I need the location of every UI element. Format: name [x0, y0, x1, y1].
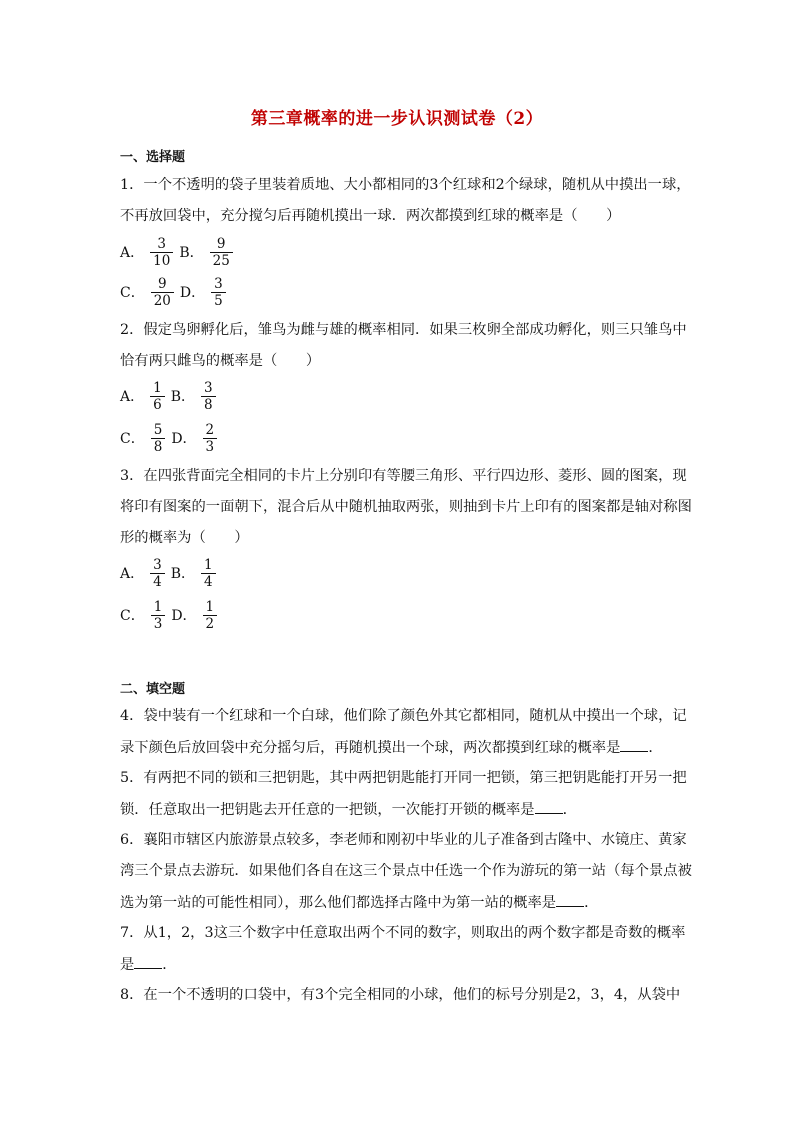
option-fraction: [151, 599, 166, 632]
option-label: A．: [120, 389, 145, 405]
numerator: 2: [205, 421, 215, 438]
question-3-options-row-2: [120, 595, 223, 635]
answer-blank[interactable]: [134, 954, 162, 969]
question-3-line-2: 将印有图案的一面朝下，混合后从中随机抽取两张，则抽到卡片上印有的图案都是轴对称图: [120, 499, 692, 515]
numerator: 3: [214, 275, 223, 292]
numerator: 3: [157, 235, 167, 252]
denominator: 8: [153, 438, 163, 455]
denominator: 25: [212, 252, 230, 269]
option-label: D．: [171, 608, 197, 624]
option-label: C．: [120, 285, 145, 301]
option-fraction: [201, 380, 216, 413]
option-label: D．: [171, 431, 197, 447]
question-4-text: 录下颜色后放回袋中充分摇匀后，再随机摸出一个球，两次都摸到红球的概率是: [120, 740, 621, 756]
period: ．: [584, 895, 599, 911]
question-6-line-1: 6．襄阳市辖区内旅游景点较多，李老师和刚初中毕业的儿子准备到古隆中、水镜庄、黄家: [120, 832, 687, 848]
numerator: 9: [216, 235, 226, 252]
numerator: 1: [205, 598, 215, 615]
numerator: 3: [153, 556, 162, 573]
question-6-line-3: [120, 892, 680, 913]
question-2-line-1: 2．假定鸟卵孵化后，雏鸟为雌与雄的概率相同．如果三枚卵全部成功孵化，则三只雏鸟中: [120, 322, 687, 338]
question-2-options-row-2: [120, 418, 223, 458]
answer-blank[interactable]: [620, 737, 648, 752]
question-7-line-2: [120, 954, 680, 975]
answer-blank[interactable]: [556, 892, 584, 907]
denominator: 6: [153, 396, 162, 413]
option-label: C．: [120, 431, 145, 447]
numerator: 1: [153, 598, 163, 615]
denominator: 4: [204, 573, 213, 590]
period: ．: [562, 802, 577, 818]
question-1-options-row-1: [120, 232, 239, 272]
question-6-text: 选为第一站的可能性相同），那么他们都选择古隆中为第一站的概率是: [120, 895, 557, 911]
option-fraction: [150, 236, 173, 269]
denominator: 4: [153, 573, 162, 590]
question-3-options-row-1: [120, 553, 222, 593]
denominator: 20: [153, 292, 171, 309]
question-2-line-2: 恰有两只雌鸟的概率是（ ）: [120, 353, 321, 369]
option-label: B．: [170, 389, 196, 405]
question-4-line-1: 4．袋中装有一个红球和一个白球，他们除了颜色外其它都相同，随机从中摸出一个球，记: [120, 708, 687, 724]
question-7-line-1: 7．从1，2，3这三个数字中任意取出两个不同的数字，则取出的两个数字都是奇数的概率: [120, 925, 686, 941]
denominator: 5: [214, 292, 223, 309]
option-fraction: [210, 236, 233, 269]
question-6-line-2: 湾三个景点去游玩．如果他们各自在这三个景点中任选一个作为游玩的第一站（每个景点被: [120, 863, 692, 879]
option-fraction: [151, 422, 166, 455]
question-5-line-2: [120, 799, 680, 820]
question-5-line-1: 5．有两把不同的锁和三把钥匙，其中两把钥匙能打开同一把锁，第三把钥匙能打开另一把: [120, 770, 687, 786]
question-1-line-2: 不再放回袋中，充分搅匀后再随机摸出一球．两次都摸到红球的概率是（ ）: [120, 208, 621, 224]
option-fraction: [203, 422, 218, 455]
denominator: 3: [153, 615, 163, 632]
answer-blank[interactable]: [535, 799, 563, 814]
question-1-line-1: 1．一个不透明的袋子里装着质地、大小都相同的3个红球和2个绿球，随机从中摸出一球，: [120, 177, 691, 193]
page-title: 第三章概率的进一步认识测试卷（2）: [250, 109, 544, 129]
section-heading-fill: 二、填空题: [120, 682, 186, 697]
option-label: B．: [170, 566, 196, 582]
option-fraction: [151, 276, 174, 309]
question-1-options-row-2: [120, 272, 232, 312]
numerator: 3: [204, 379, 213, 396]
denominator: 3: [205, 438, 215, 455]
option-label: A．: [120, 245, 145, 261]
numerator: 1: [204, 556, 213, 573]
question-7-text: 是: [120, 957, 135, 973]
section-heading-choice: 一、选择题: [120, 150, 186, 165]
question-2-options-row-1: [120, 376, 222, 416]
period: ．: [648, 740, 663, 756]
option-label: B．: [179, 245, 204, 261]
option-label: C．: [120, 608, 145, 624]
period: ．: [162, 957, 177, 973]
option-fraction: [211, 276, 226, 309]
question-3-line-1: 3．在四张背面完全相同的卡片上分别印有等腰三角形、平行四边形、菱形、圆的图案，现: [120, 468, 687, 484]
question-4-line-2: [120, 737, 680, 758]
option-fraction: [201, 557, 216, 590]
numerator: 5: [153, 421, 163, 438]
denominator: 10: [153, 252, 171, 269]
option-fraction: [150, 557, 165, 590]
question-8-line-1: 8．在一个不透明的口袋中，有3个完全相同的小球，他们的标号分别是2，3，4，从袋中: [120, 987, 681, 1003]
question-3-line-3: 形的概率为（ ）: [120, 530, 249, 546]
question-5-text: 锁．任意取出一把钥匙去开任意的一把锁，一次能打开锁的概率是: [120, 802, 535, 818]
denominator: 2: [205, 615, 215, 632]
numerator: 9: [158, 275, 167, 292]
option-fraction: [150, 380, 165, 413]
option-label: D．: [179, 285, 206, 301]
numerator: 1: [153, 379, 162, 396]
option-label: A．: [120, 566, 145, 582]
denominator: 8: [204, 396, 213, 413]
option-fraction: [203, 599, 218, 632]
